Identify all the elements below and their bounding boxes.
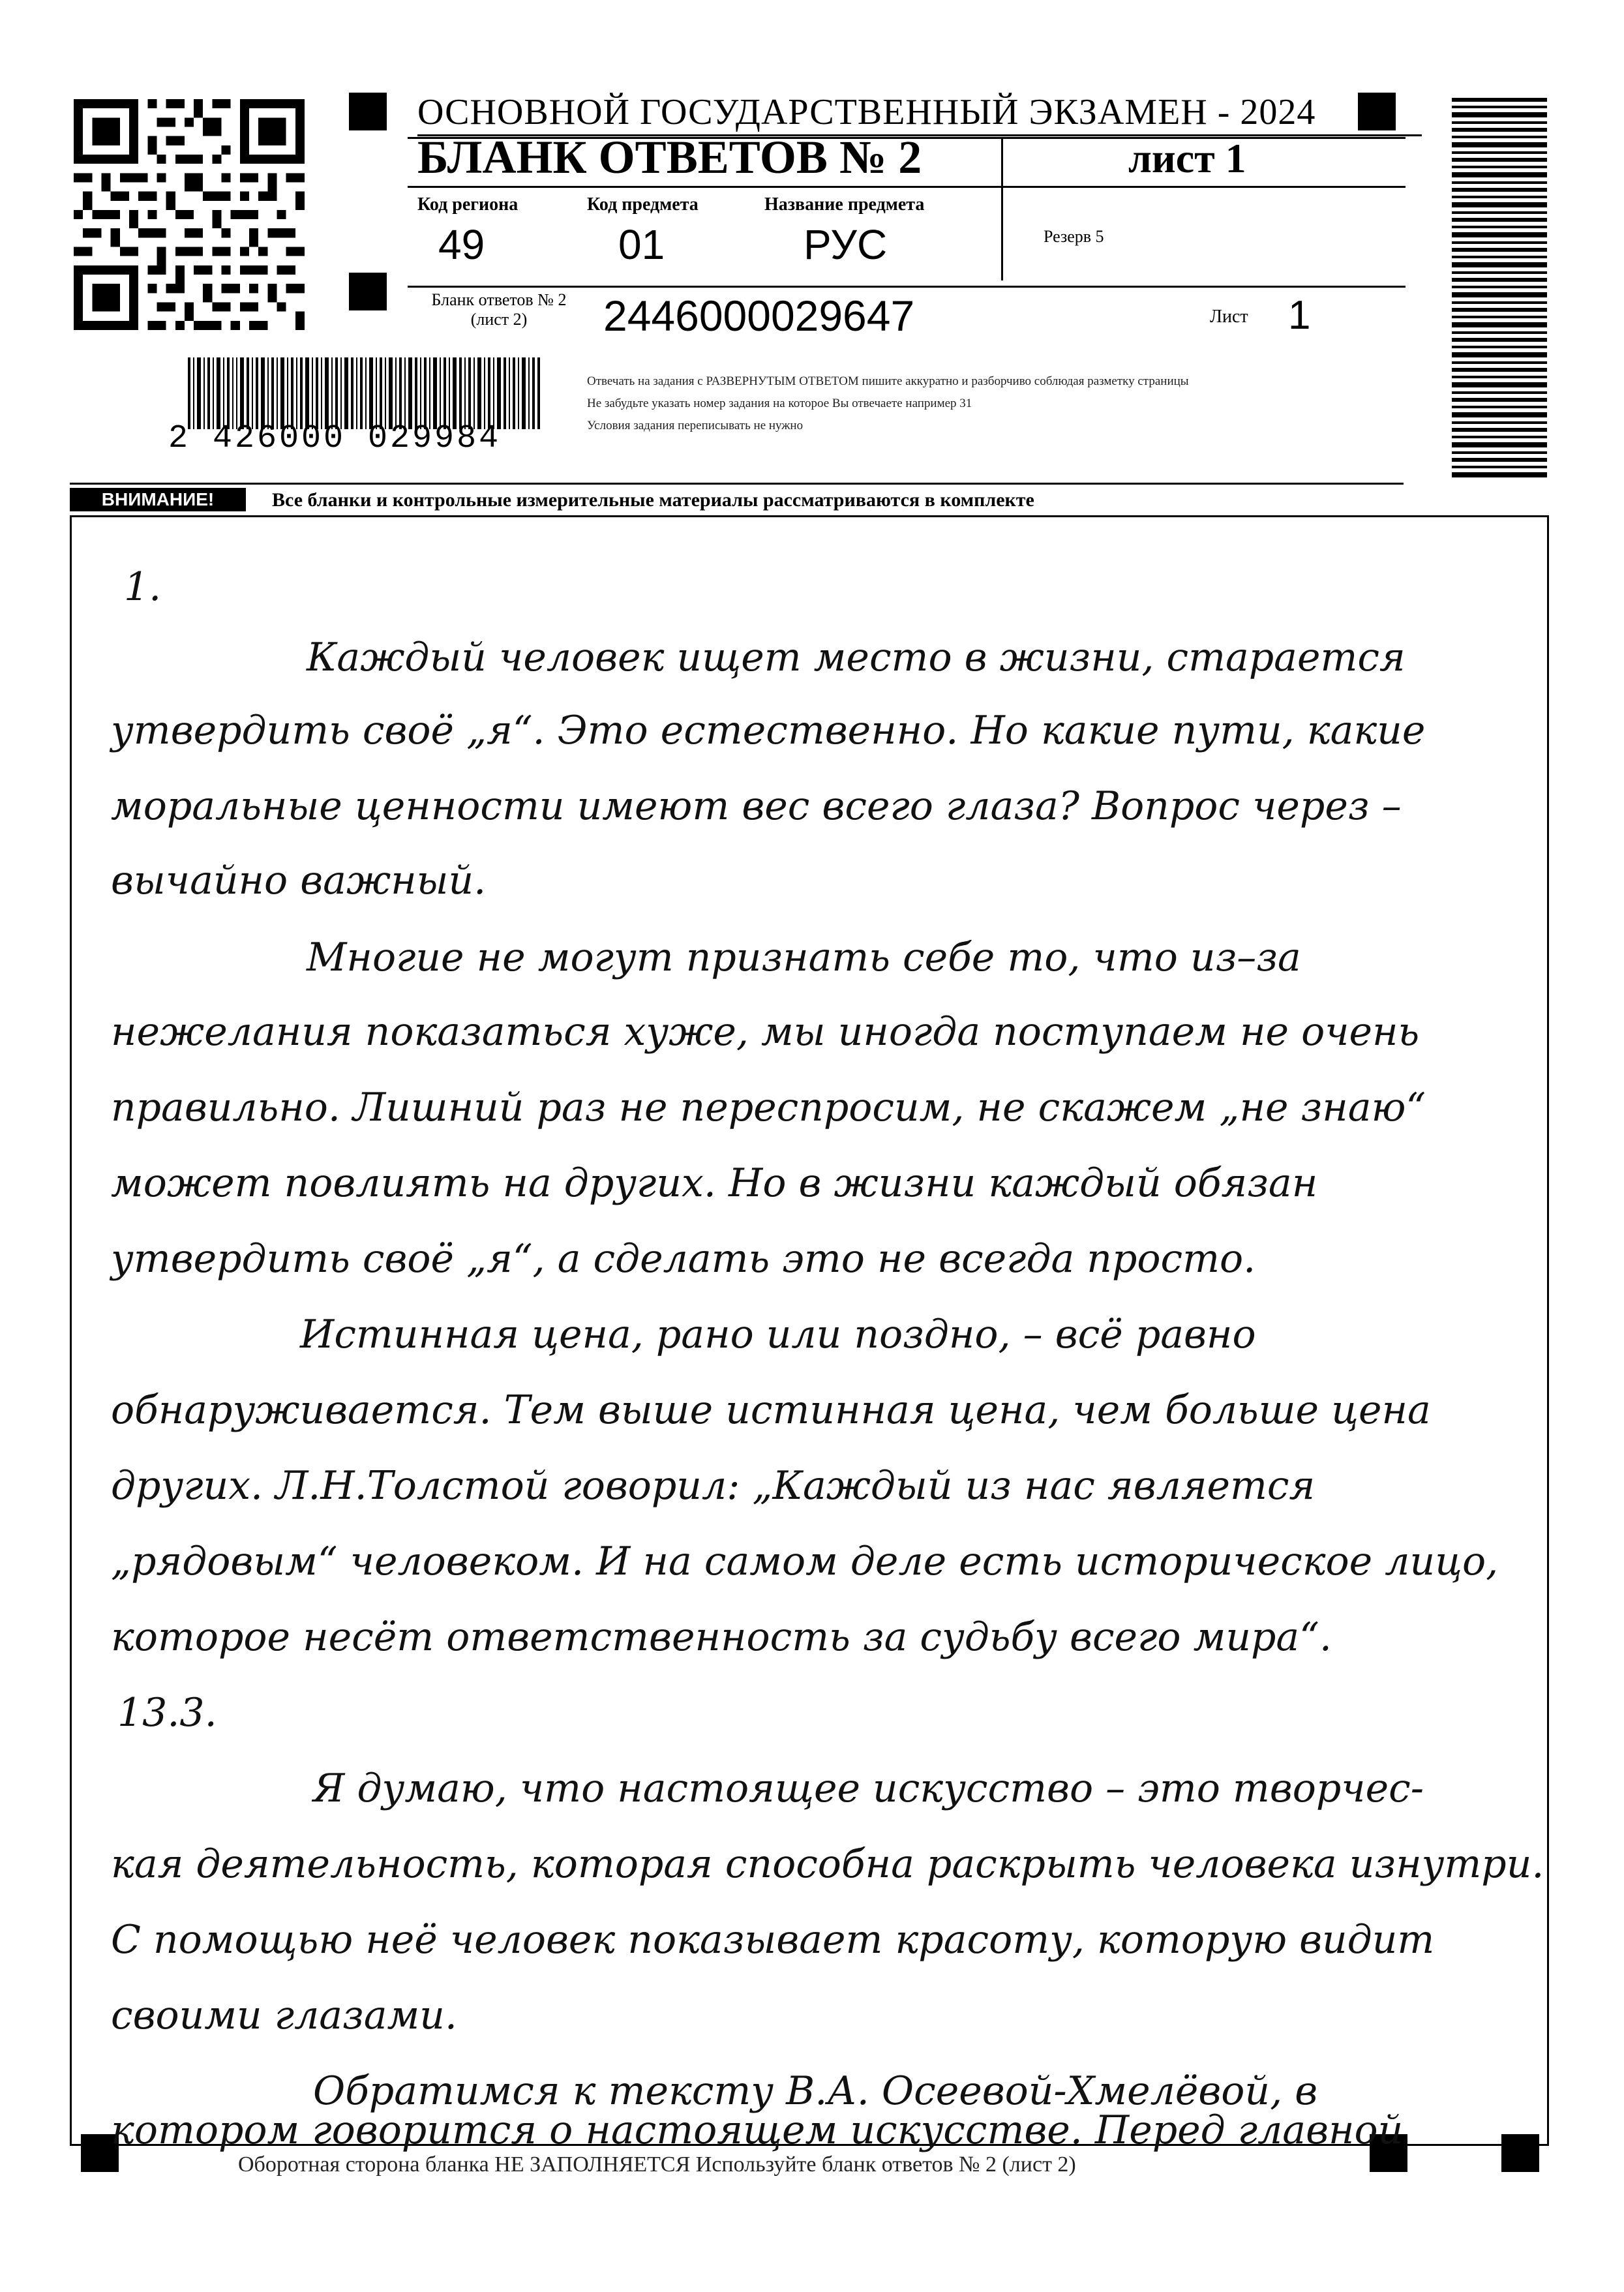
answer-line: обнаруживается. Тем выше истинная цена, чем больше цена (111, 1387, 1431, 1433)
answer-line: С помощью неё человек показывает красоту, которую видит (111, 1917, 1435, 1963)
subject-name-value: РУС (804, 221, 888, 268)
sheet-title: лист 1 (1128, 135, 1246, 181)
corner-mark-top-right (1358, 93, 1396, 130)
instructions (587, 370, 1402, 437)
answer-line: котором говорится о настоящем искусстве. Перед главной (111, 2107, 1404, 2153)
answer-line: „рядовым“ человеком. И на самом деле есть историческое лицо, (111, 1539, 1499, 1584)
reserve-label: Резерв 5 (1044, 227, 1104, 246)
attention-bar (70, 488, 1404, 513)
barcode-number: 2 426000 029984 (168, 420, 502, 457)
blank-sub-label-line1: Бланк ответов № 2 (431, 290, 567, 309)
blank-sub-label (408, 290, 590, 329)
answer-line: Обратимся к тексту В.А. Осеевой-Хмелёвой, в (313, 2068, 1318, 2114)
answer-line: Истинная цена, рано или поздно, – всё равно (300, 1312, 1256, 1357)
answer-line: правильно. Лишний раз не переспросим, не скажем „не знаю“ (111, 1085, 1426, 1130)
header-mid-rule (408, 186, 1406, 188)
instruction-line: Отвечать на задания с РАЗВЕРНУТЫМ ОТВЕТОМ пишите аккуратно и разборчиво соблюдая разметку страницы (587, 374, 1189, 388)
side-barcode (1452, 98, 1547, 481)
answer-line: своими глазами. (111, 1993, 458, 2038)
answer-line: вычайно важный. (111, 858, 487, 903)
subject-code-value: 01 (618, 221, 665, 268)
answer-line: Каждый человек ищет место в жизни, старается (307, 635, 1406, 680)
sheet-label: Лист (1210, 307, 1248, 327)
answer-line: утвердить своё „я“, а сделать это не всегда просто. (111, 1236, 1256, 1282)
answer-line: которое несёт ответственность за судьбу всего мира“. (111, 1614, 1332, 1660)
answer-line: 1. (124, 564, 162, 610)
blank-number: 2446000029647 (603, 292, 915, 340)
qr-code (74, 99, 305, 330)
region-label: Код региона (417, 194, 519, 215)
barcode (188, 357, 540, 429)
answer-line: Я думаю, что настоящее искусство – это творчес- (313, 1766, 1424, 1811)
header-bottom-rule (70, 483, 1404, 485)
attention-badge: ВНИМАНИЕ! (70, 488, 246, 511)
header-separator (1001, 137, 1003, 280)
answer-line: утвердить своё „я“. Это естественно. Но какие пути, какие (111, 708, 1426, 753)
corner-mark-top-left (349, 93, 387, 130)
subject-code-label: Код предмета (587, 194, 699, 215)
attention-text: Все бланки и контрольные измерительные материалы рассматриваются в комплекте (272, 489, 1034, 511)
answer-line: кая деятельность, которая способна раскрыть человека изнутри. (111, 1841, 1544, 1887)
sheet-number: 1 (1288, 293, 1311, 338)
answer-line: может повлиять на других. Но в жизни каждый обязан (111, 1160, 1318, 1206)
exam-title: ОСНОВНОЙ ГОСУДАРСТВЕННЫЙ ЭКЗАМЕН - 2024 (417, 92, 1316, 132)
answer-line: 13.3. (117, 1690, 217, 1736)
blank-sub-label-line2: (лист 2) (470, 310, 528, 329)
blank-title: БЛАНК ОТВЕТОВ № 2 (417, 131, 922, 183)
subject-name-label: Название предмета (764, 194, 925, 215)
instruction-line: Условия задания переписывать не нужно (587, 419, 804, 432)
footer-note: Оборотная сторона бланка НЕ ЗАПОЛНЯЕТСЯ Используйте бланк ответов № 2 (лист 2) (238, 2152, 1076, 2177)
answer-line: нежелания показаться хуже, мы иногда поступаем не очень (111, 1009, 1420, 1055)
region-value: 49 (438, 221, 485, 268)
instruction-line: Не забудьте указать номер задания на которое Вы отвечаете например 31 (587, 397, 972, 410)
answer-line: Многие не могут признать себе то, что из–за (307, 935, 1301, 980)
corner-mark-mid-left (349, 273, 387, 310)
answer-line: других. Л.Н.Толстой говорил: „Каждый из нас является (111, 1463, 1316, 1509)
answer-line: моральные ценности имеют вес всего глаза? Вопрос через – (111, 783, 1402, 829)
